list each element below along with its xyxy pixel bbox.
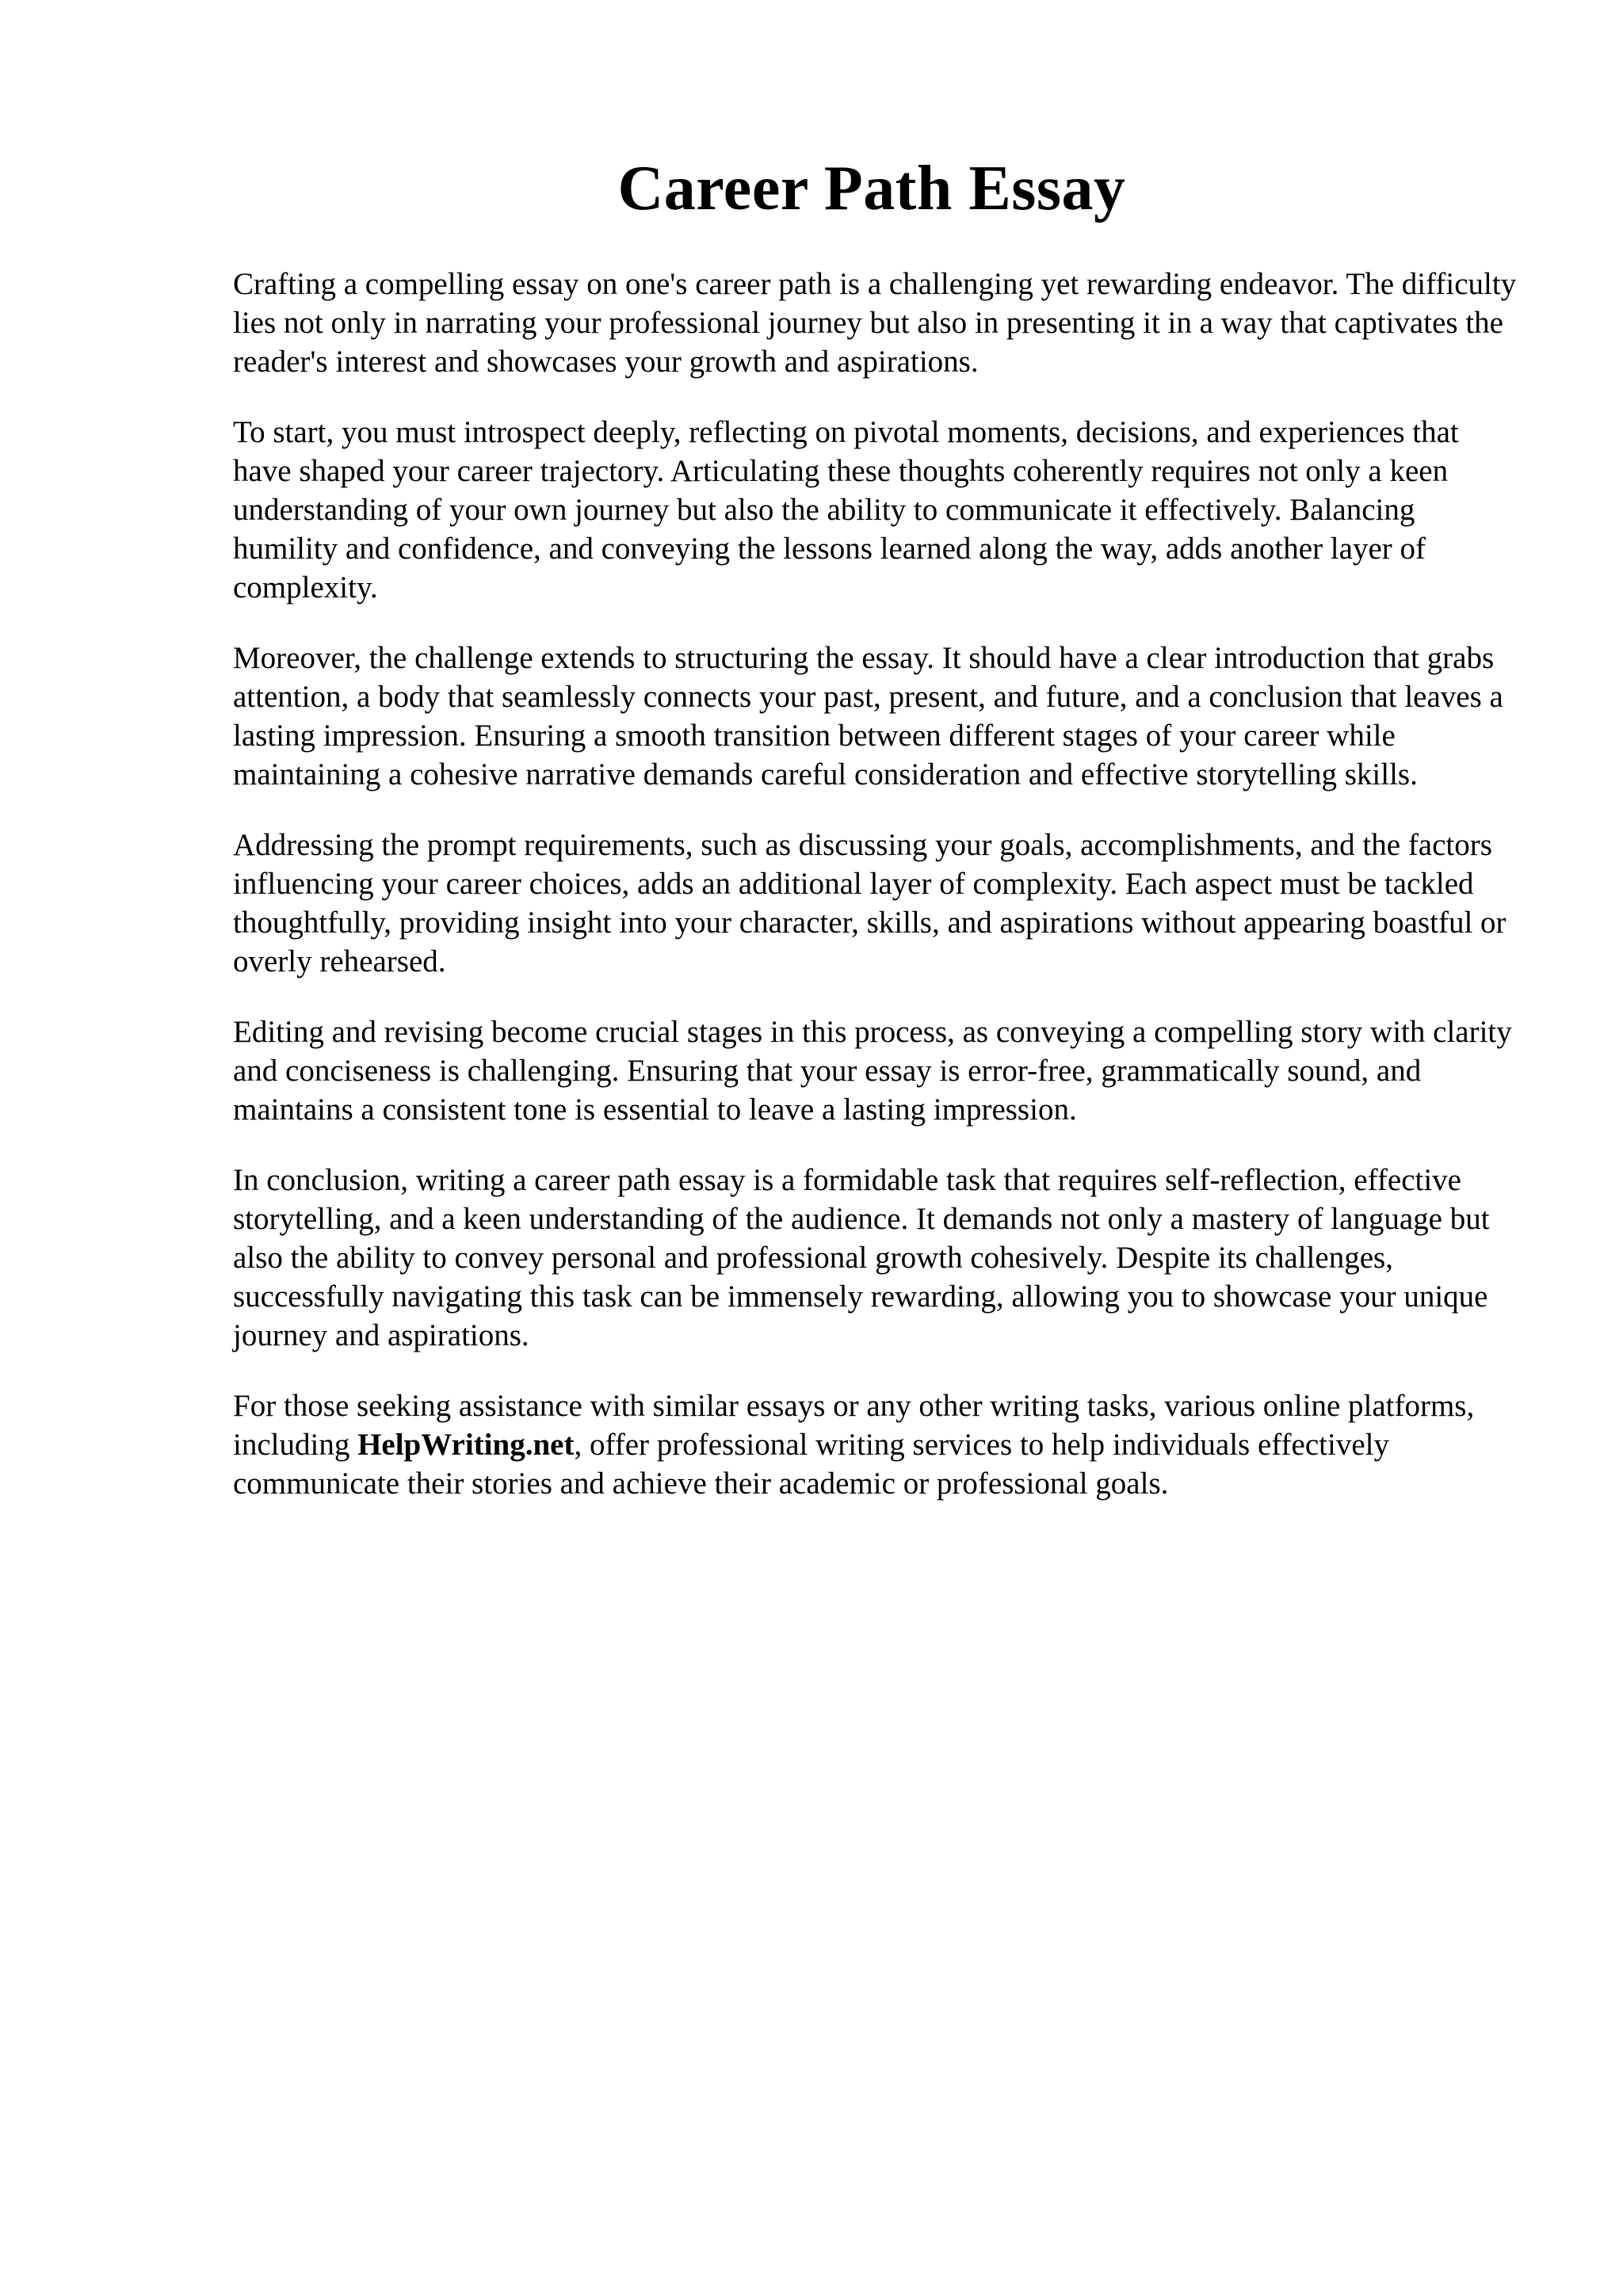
paragraph-editing: Editing and revising become crucial stages in this process, as conveying a compelling story with clarity and conciseness is challenging. Ensuring that your essay is error-free, grammatically sound, and maintains a consistent tone is essential to leave a lasting impression. [233, 1015, 1512, 1127]
paragraph-assistance [233, 1386, 1517, 1503]
paragraph-conclusion: In conclusion, writing a career path essay is a formidable task that requires self-reflection, effective storytelling, and a keen understanding of the audience. It demands not only a mastery of language but also the ability to convey personal and professional growth cohesively. Despite its challenges, successfully navigating this task can be immensely rewarding, allowing you to showcase your unique journey and aspirations. [233, 1163, 1490, 1352]
assistance-text-after: , offer professional writing services to help individuals effectively communicate their stories and achieve their academic or professional goals. [233, 1428, 1389, 1501]
document-body [233, 265, 1517, 1535]
document-title: Career Path Essay [617, 154, 1126, 223]
assistance-text-before: For those seeking assistance with similar essays or any other writing tasks, various online platforms, including [233, 1389, 1475, 1462]
paragraph-intro: Crafting a compelling essay on one's career path is a challenging yet rewarding endeavor. The difficulty lies not only in narrating your professional journey but also in presenting it in a way that captivates the reader's interest and showcases your growth and aspirations. [233, 267, 1517, 379]
paragraph-prompt-requirements: Addressing the prompt requirements, such as discussing your goals, accomplishments, and the factors influencing your career choices, adds an additional layer of complexity. Each aspect must be tackled thoughtfully, providing insight into your character, skills, and aspirations without appearing boastful or overly rehearsed. [233, 828, 1507, 978]
paragraph-introspection: To start, you must introspect deeply, reflecting on pivotal moments, decisions, and experiences that have shaped your career trajectory. Articulating these thoughts coherently requires not only a keen understanding of your own journey but also the ability to communicate it effectively. Balancing humility and confidence, and conveying the lessons learned along the way, adds another layer of complexity. [233, 415, 1459, 605]
helpwriting-brand-link[interactable]: HelpWriting.net [357, 1428, 575, 1462]
paragraph-structure: Moreover, the challenge extends to structuring the essay. It should have a clear introduction that grabs attention, a body that seamlessly connects your past, present, and future, and a conclusion that leaves a lasting impression. Ensuring a smooth transition between different stages of your career while maintaining a cohesive narrative demands careful consideration and effective storytelling skills. [233, 641, 1503, 791]
